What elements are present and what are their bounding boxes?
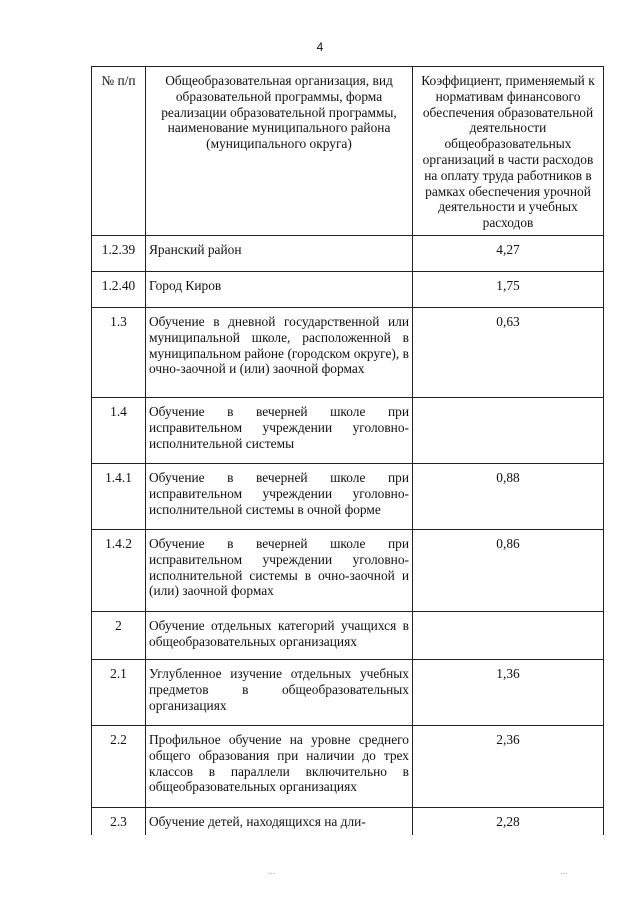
row-name: Обучение в вечерней школе при исправительном учреждении уголовно-исполнительной системы в очной форме xyxy=(146,463,413,529)
row-name: Обучение детей, находящихся на дли- xyxy=(146,807,413,834)
table-row xyxy=(92,397,604,463)
table-row xyxy=(92,725,604,807)
row-num: 2.2 xyxy=(92,725,146,807)
row-name: Город Киров xyxy=(146,271,413,307)
row-num: 1.2.39 xyxy=(92,235,146,271)
row-coef: 2,36 xyxy=(413,725,604,807)
row-coef: 4,27 xyxy=(413,235,604,271)
row-name: Обучение в вечерней школе при исправительном учреждении уголовно-исполнительной системы xyxy=(146,397,413,463)
row-coef: 0,63 xyxy=(413,307,604,397)
row-num: 1.4.2 xyxy=(92,529,146,611)
header-org: Общеобразовательная организация, вид образовательной программы, форма реализации образовательной программы, наименование муниципального района (муниципального округа) xyxy=(146,67,413,236)
row-name: Яранский район xyxy=(146,235,413,271)
row-num: 2.1 xyxy=(92,659,146,725)
table-row xyxy=(92,659,604,725)
row-coef: 1,36 xyxy=(413,659,604,725)
table-row xyxy=(92,463,604,529)
header-coef: Коэффициент, применяемый к нормативам финансового обеспечения образовательной деятельности общеобразовательных организаций в части расходов на оплату труда работников в рамках обеспечения урочной деятельности и учебных расходов xyxy=(413,67,604,236)
table-row xyxy=(92,271,604,307)
row-name: Углубленное изучение отдельных учебных предметов в общеобразовательных организациях xyxy=(146,659,413,725)
page-number: 4 xyxy=(316,40,324,54)
coefficient-table xyxy=(91,66,604,835)
row-coef: 0,86 xyxy=(413,529,604,611)
scan-mark: ... xyxy=(268,866,276,876)
row-coef: 1,75 xyxy=(413,271,604,307)
row-num: 1.4.1 xyxy=(92,463,146,529)
row-name: Обучение в дневной государственной или муниципальной школе, расположенной в муниципальном районе (городском округе), в очно-заочной и (или) заочной формах xyxy=(146,307,413,397)
row-coef: 2,28 xyxy=(413,807,604,834)
table-row xyxy=(92,307,604,397)
row-coef xyxy=(413,397,604,463)
row-num: 2 xyxy=(92,611,146,659)
row-num: 1.4 xyxy=(92,397,146,463)
scan-mark: ... xyxy=(560,866,568,876)
row-coef xyxy=(413,611,604,659)
row-coef: 0,88 xyxy=(413,463,604,529)
table-row xyxy=(92,529,604,611)
header-num: № п/п xyxy=(92,67,146,236)
table-row xyxy=(92,807,604,834)
row-num: 1.2.40 xyxy=(92,271,146,307)
row-num: 1.3 xyxy=(92,307,146,397)
row-name: Обучение в вечерней школе при исправительном учреждении уголовно-исполнительной системы в очно-заочной и (или) заочной формах xyxy=(146,529,413,611)
row-name: Профильное обучение на уровне среднего общего образования при наличии до трех классов в параллели включительно в общеобразовательных организациях xyxy=(146,725,413,807)
table-row xyxy=(92,611,604,659)
row-name: Обучение отдельных категорий учащихся в общеобразовательных организациях xyxy=(146,611,413,659)
row-num: 2.3 xyxy=(92,807,146,834)
table-header-row xyxy=(92,67,604,236)
table-row xyxy=(92,235,604,271)
